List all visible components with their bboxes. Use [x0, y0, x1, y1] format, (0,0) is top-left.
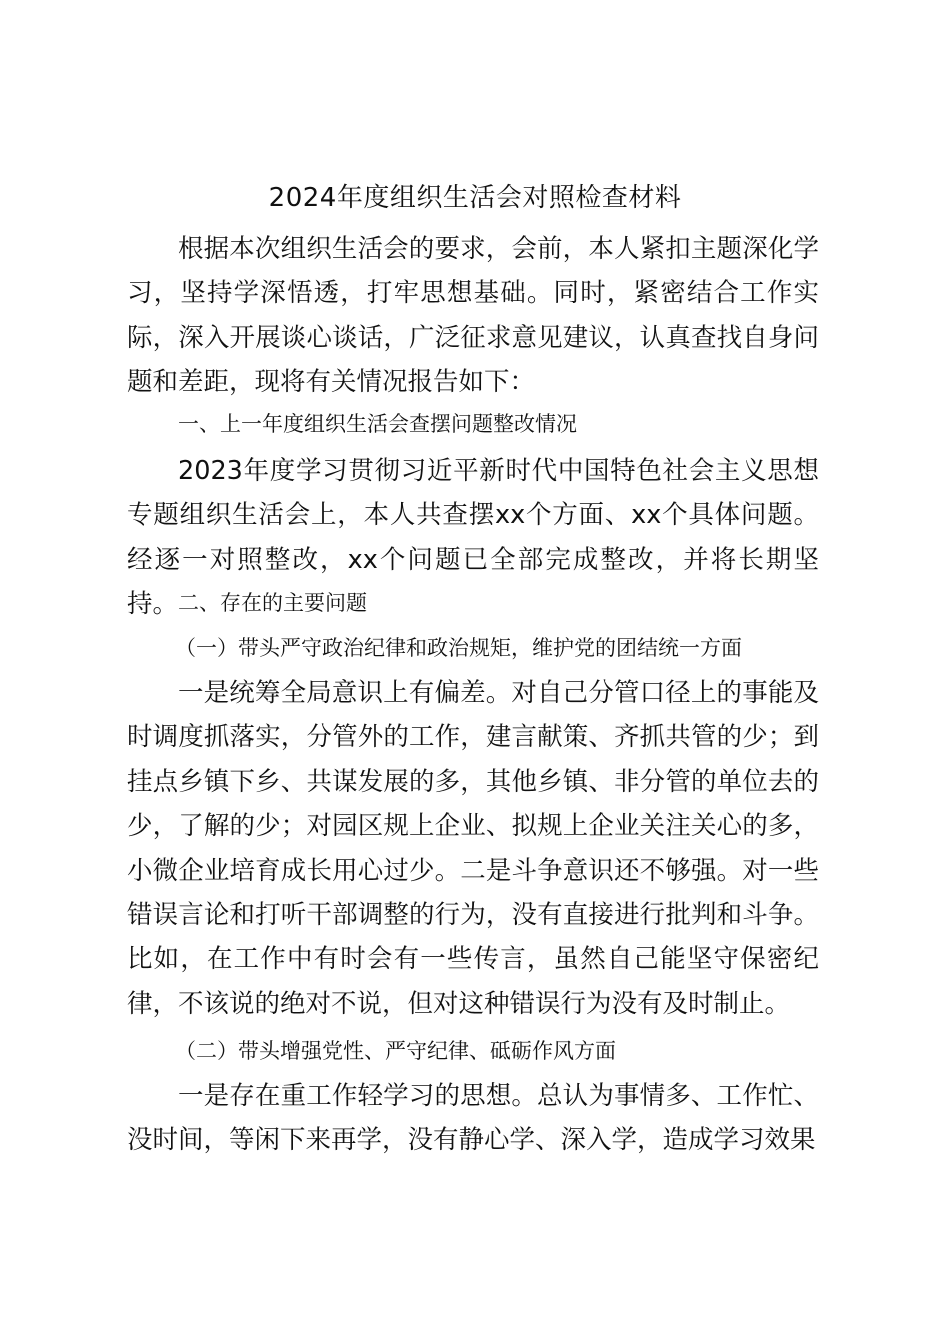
subsection-2-heading: （二）带头增强党性、严守纪律、砥砺作风方面: [175, 1039, 616, 1063]
intro-paragraph: 根据本次组织生活会的要求，会前，本人紧扣主题深化学习，坚持学深悟透，打牢思想基础。同时，紧密结合工作实际，深入开展谈心谈话，广泛征求意见建议，认真查找自身问题和差距，现将有关情况报告如下：: [127, 234, 819, 398]
subsection-1-body: 一是统筹全局意识上有偏差。对自己分管口径上的事能及时调度抓落实，分管外的工作，建言献策、齐抓共管的少；到挂点乡镇下乡、共谋发展的多，其他乡镇、非分管的单位去的少，了解的少；对园区规上企业、拟规上企业关注关心的多，小微企业培育成长用心过少。二是斗争意识还不够强。对一些错误言论和打听干部调整的行为，没有直接进行批判和斗争。比如，在工作中有时会有一些传言，虽然自己能坚守保密纪律，不该说的绝对不说，但对这种错误行为没有及时制止。: [127, 678, 819, 1019]
document-title: 2024年度组织生活会对照检查材料: [268, 183, 682, 213]
section-2-heading: 二、存在的主要问题: [178, 591, 367, 615]
subsection-1-heading: （一）带头严守政治纪律和政治规矩，维护党的团结统一方面: [175, 636, 742, 660]
section-1-body: 2023年度学习贯彻习近平新时代中国特色社会主义思想专题组织生活会上，本人共查摆xx个方面、xx个具体问题。经逐一对照整改，xx个问题已全部完成整改，并将长期坚持。: [127, 456, 819, 620]
section-1-heading: 一、上一年度组织生活会查摆问题整改情况: [178, 412, 577, 436]
subsection-2-body: 一是存在重工作轻学习的思想。总认为事情多、工作忙、没时间，等闲下来再学，没有静心学、深入学，造成学习效果: [127, 1081, 819, 1156]
